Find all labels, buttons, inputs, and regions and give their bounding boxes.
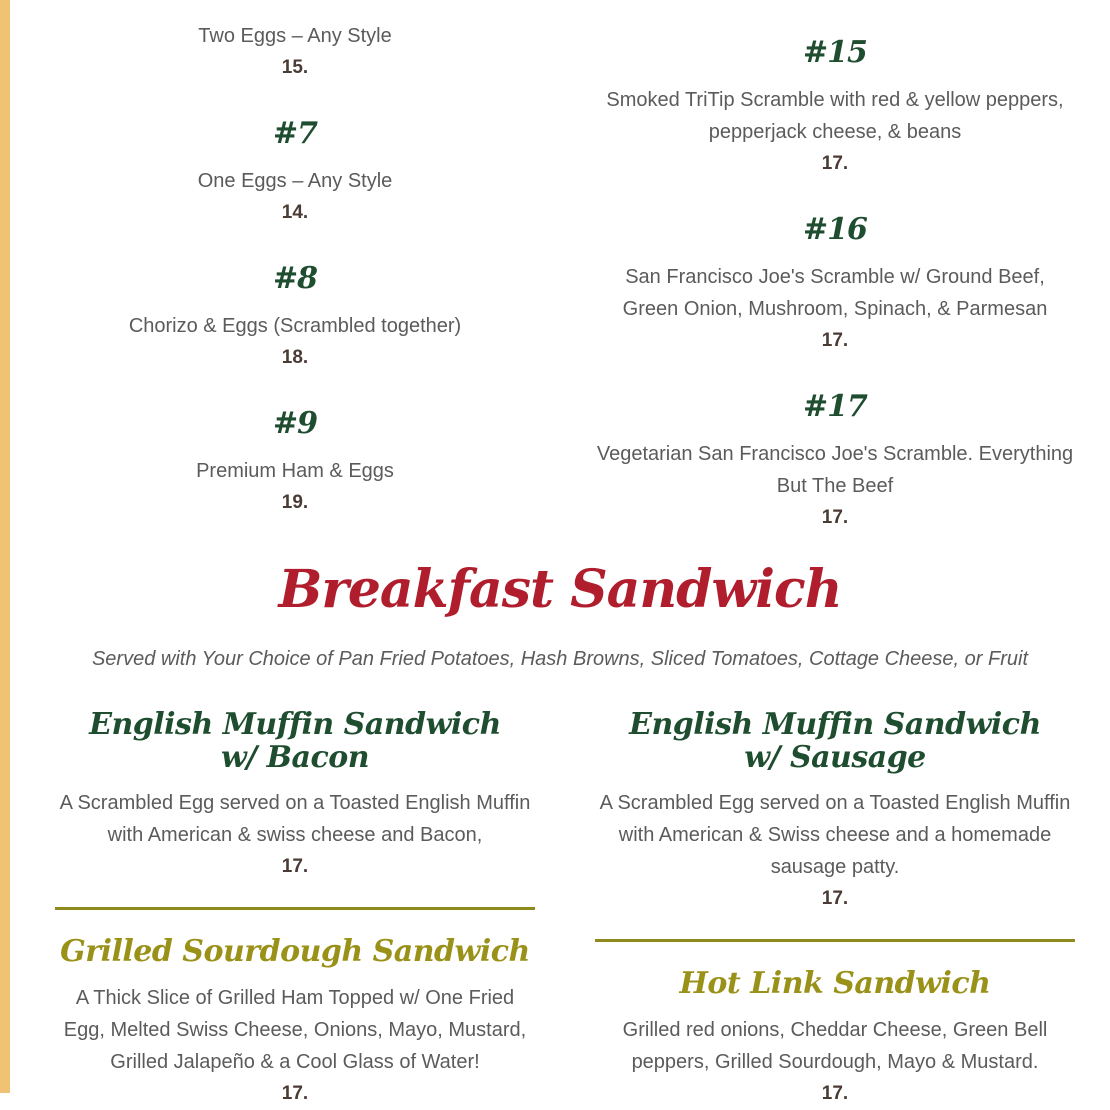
combo-price: 17. (821, 507, 849, 528)
left-accent-bar (0, 0, 10, 1093)
combo-number: #7 (272, 116, 317, 151)
combo-description: Smoked TriTip Scramble with red & yellow peppers, pepperjack cheese, & beans (606, 89, 1064, 143)
sandwich-description: A Scrambled Egg served on a Toasted English Muffin with American & swiss cheese and Bacon, (59, 792, 531, 846)
sandwich-description: Grilled red onions, Cheddar Cheese, Green Bell peppers, Grilled Sourdough, Mayo & Mustard. (622, 1019, 1048, 1073)
combo-number: #15 (803, 35, 867, 70)
sandwich-price: 17. (821, 888, 849, 909)
combo-description: Chorizo & Eggs (Scrambled together) (128, 315, 462, 337)
section-subtitle: Served with Your Choice of Pan Fried Potatoes, Hash Browns, Sliced Tomatoes, Cottage Cheese, or Fruit (91, 648, 1029, 670)
combo-price: 18. (281, 347, 309, 368)
combo-description: Vegetarian San Francisco Joe's Scramble. Everything But The Beef (596, 443, 1074, 497)
combo-number: #8 (272, 261, 317, 296)
combo-number: #9 (272, 406, 317, 441)
sandwich-price: 17. (281, 1083, 309, 1104)
combo-description: Two Eggs – Any Style (198, 25, 392, 47)
item-divider (55, 907, 535, 910)
combo-price: 15. (281, 57, 309, 78)
sandwich-description: A Thick Slice of Grilled Ham Topped w/ One Fried Egg, Melted Swiss Cheese, Onions, Mayo, Mustard, Grilled Jalapeño & a Cool Glass of Water! (63, 987, 527, 1073)
sandwich-title: English Muffin Sandwich w/ Bacon (89, 707, 501, 775)
sandwich-title: English Muffin Sandwich w/ Sausage (629, 707, 1041, 775)
combo-number: #17 (803, 389, 867, 424)
combo-description: San Francisco Joe's Scramble w/ Ground Beef, Green Onion, Mushroom, Spinach, & Parmesan (622, 266, 1048, 320)
section-title: Breakfast Sandwich (278, 559, 842, 620)
sandwich-column-left (55, 0, 535, 1104)
combo-price: 17. (821, 330, 849, 351)
combo-description: Premium Ham & Eggs (196, 460, 394, 482)
combo-price: 14. (281, 202, 309, 223)
combo-number: #16 (803, 212, 867, 247)
combo-price: 17. (821, 153, 849, 174)
sandwich-description: A Scrambled Egg served on a Toasted English Muffin with American & Swiss cheese and a homemade sausage patty. (599, 792, 1071, 878)
item-divider (595, 939, 1075, 942)
combo-description: One Eggs – Any Style (197, 170, 393, 192)
combo-price: 19. (281, 492, 309, 513)
sandwich-column-right (595, 0, 1075, 1104)
sandwich-title: Hot Link Sandwich (679, 966, 991, 1001)
sandwich-price: 17. (281, 856, 309, 877)
sandwich-price: 17. (821, 1083, 849, 1104)
sandwich-title: Grilled Sourdough Sandwich (60, 934, 530, 969)
